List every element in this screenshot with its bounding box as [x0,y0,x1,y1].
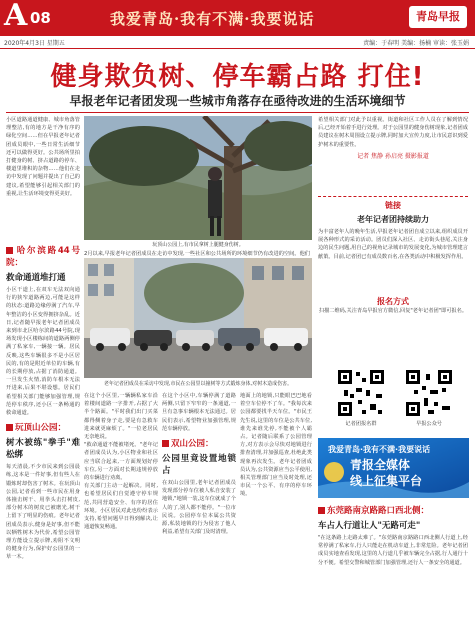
parking-photo [84,258,312,378]
col5-intro-text: 希望相关部门对此予以重视。街道和社区工作人员在了解到情况后,已经开始着手进行处理。对于公园里的健身伤树现象,记者团成员建议在树木周围设立提示牌,同时加大宣传力度,让市民意识到爱护树木的重要性。 [318,117,468,148]
issue-meta [0,36,475,49]
section-park-subtitle: 树木被练"拳手"难松绑 [6,438,80,461]
qr-code-wechat[interactable] [404,368,454,418]
column-slogan: 我爱青岛·我有不满·我要说话 [110,10,315,28]
section-shuangshan-title: 双山公园： [162,437,236,449]
section-shuangshan-subtitle: 公园里竟设置地锁占 [162,454,236,477]
link-heading: 链接 [385,201,401,210]
intro-text: 小区道路通道健康、城市角落管理整洁,有的地方是干净有序的绿化空间……但在早报老年记者团成员眼中,一些日常生活细节还可以做得更好。公共场所里拍打健身的树、挤占道路的停车、楼道里堆积的杂物……他们在走访中发现了问题并提出了自己的建议,希望能够引起相关部门的重视,让生活环境变得更美好。 [6,117,80,197]
link-body: 为丰富老年人的晚年生活,早报老年记者团自成立以来,组织成员开展各种形式的采访活动。团员们深入社区、走访街头巷尾,关注身边的民生问题,用自己的视角记录城市的发展变化,为城市管理建言献策。目前,记者团已有成员数百名,在各类活动中积极发挥作用。 [318,229,468,260]
col4a-article [162,392,236,620]
section-park-body: 每天清晨,不少市民来到公园晨练,这本是一件好事,但有些人在锻炼时却伤害了树木。在玩顶山公园,记者看到一些市民在用身体撞击树干、用拳头击打树皮,部分树木的树皮已被磨光,树干上留下了明显的伤痕。老年记者团成员表示,健身是好事,但不能以牺牲树木为代价,希望公园管理方能设立提示牌,劝阻不文明的健身行为,保护好公园里的一草一木。 [6,464,80,561]
page-header [0,0,475,36]
promo-banner[interactable] [318,438,469,498]
banner-subtitle: 线上征集平台 [350,474,423,488]
section-hachengbin-subtitle: 救命通道堆打通 [6,273,66,283]
col2-p0: 2月以来,早报老年记者团成员在走访中发现,一些社区和公共场所的环境细节仍有改进的空间。他们 [84,251,310,257]
tree-photo-caption: 玩顶山公园上,有市民拿树上腿健身伤树。 [152,242,244,248]
page-number: 08 [30,9,51,27]
editor-credits: 责编：于春明 美编：扬楠 审读：张玉娟 [363,40,469,47]
main-headline: 健身欺负树、停车霸占路 打住! [50,62,425,92]
qr-code-signup[interactable] [336,368,386,418]
col4b-body: 地面上的地锁,只能眼巴巴地看着空车位停不了车。"我每次来公园都要找半天车位。"市民王先生说,这里的车位是公共车位,谁先来谁先停,不能被个人霸占。记者随后联系了公园管理方,对方表示会尽快对地锁进行排查清理,并加强巡查,杜绝此类现象再次发生。老年记者团成员认为,公共资源应当公平使用,相关管理部门应当及时处理,还市民一个公平、有序的停车环境。 [240,393,312,498]
link-box [318,196,468,315]
page-letter: A [4,0,28,33]
col3-p1: 在这个小区里,一辆辆私家车沿着楼间道路一字排开,占据了大半个路面。"平时我们出门买菜都得侧着身子走,要是有急救车进来就更麻烦了。"一位老居民无奈地说。 [84,393,158,441]
section-hachengbin-body: 小区干道上,在双车无法双向通行的狭窄道路两边,可能是这样的状态:道路边缘停满了汽车,早年整洁的小区变得拥挤杂乱。近日,记者随早报老年记者团成员来到市北区哈尔滨路44号院,现场发现小区楼栋间的道路两侧停满了私家车,一辆接一辆。居民反映,这些车辆很多不是小区居民的,有的是附近单位的车辆,有的长期停放,占据了消防通道。一旦发生火情,消防车根本无法开进来,后果不堪设想。居民们希望相关部门能够加强管理,规范停车秩序,还小区一条畅通的救命通道。 [6,287,80,417]
headline-divider [6,112,469,113]
parking-scene-image [84,258,312,378]
intro-column [6,116,80,238]
col4b-article [240,392,312,620]
banner-title: 青报全媒体 [350,458,411,472]
section-dongguan-body: "在这条路上走路太难了。"东莞路南京路路口西北侧人行道上,经常停满了私家车,行人只能走在机动车道上,非常危险。老年记者团成员实地查看发现,这里的人行道几乎被车辆完全占据,行人通行十分不便。希望交警和城管部门加强管理,还行人一条安全的通道。 [318,535,468,566]
col5-intro [318,116,468,194]
section-hachengbin-title: 哈尔滨路44号院： [6,246,80,268]
col3-article [84,392,158,620]
col4a-p1: 在这个小区中,车辆停满了道路两侧,只留下窄窄的一条通道,一旦有急事车辆根本无法通过。居民们表示,希望物业加强管理,规范车辆停放。 [162,393,236,432]
dongguan-road-article [318,502,468,620]
square-bullet-icon [318,507,325,514]
newspaper-logo: 青岛早报 [409,6,467,28]
signup-text: 扫描二维码,关注青岛早报官方微信,回复"老年记者团"即可报名。 [318,308,468,314]
col3-p2: "救命通道不能被堵死。"老年记者团成员认为,小区物业和社区应当联合起来,一方面规划好停车位,另一方面对长期违规停放的车辆进行劝离。 [84,442,158,482]
tree-photo [84,116,312,240]
qr-wechat-caption: 早报公众号 [416,421,442,427]
parking-photo-caption: 老年记者团成员在采访中发现,市民在公园里以撞树等方式锻炼身体,对树木造成伤害。 [103,381,293,387]
reporter-credit: 记者 焦静 孙启亮 摄影报道 [357,152,429,160]
section-shuangshan-body: 在双山公园里,老年记者团成员发现部分停车位被人私自安装了地锁,"地锁一装,这车位就成了个人的了,别人都不能停。"一位市民说。公园停车位本属公共资源,私装地锁的行为侵害了他人利益,希望有关部门及时清理。 [162,480,236,536]
col1-article [6,240,80,620]
square-bullet-icon [162,440,169,447]
link-title: 老年记者团持续助力 [357,215,429,224]
tree-scene-image [84,116,312,240]
sub-headline: 早报老年记者团发现一些城市角落存在亟待改进的生活环境细节 [69,94,406,108]
qr-signup-caption: 记者团报名群 [345,421,377,427]
square-bullet-icon [6,247,13,254]
col3-p3: 有关部门主动一起解决。同时,也希望居民们自觉遵守停车规范,共同营造安全、有序的居住环境。小区居民对此也纷纷表示支持,希望问题早日得到解决,让通道恢复畅通。 [84,483,158,531]
section-dongguan-subtitle: 车占人行道让人"无路可走" [318,521,421,531]
signup-heading: 报名方式 [377,297,409,306]
section-park-title: 玩顶山公园： [6,421,80,433]
square-bullet-icon [6,424,13,431]
section-dongguan-title: 东莞路南京路路口西北侧： [318,504,468,516]
issue-date: 2020年4月3日 星期五 [4,40,65,47]
banner-slogan: 我爱青岛·我有不满·我要说话 [328,445,431,454]
